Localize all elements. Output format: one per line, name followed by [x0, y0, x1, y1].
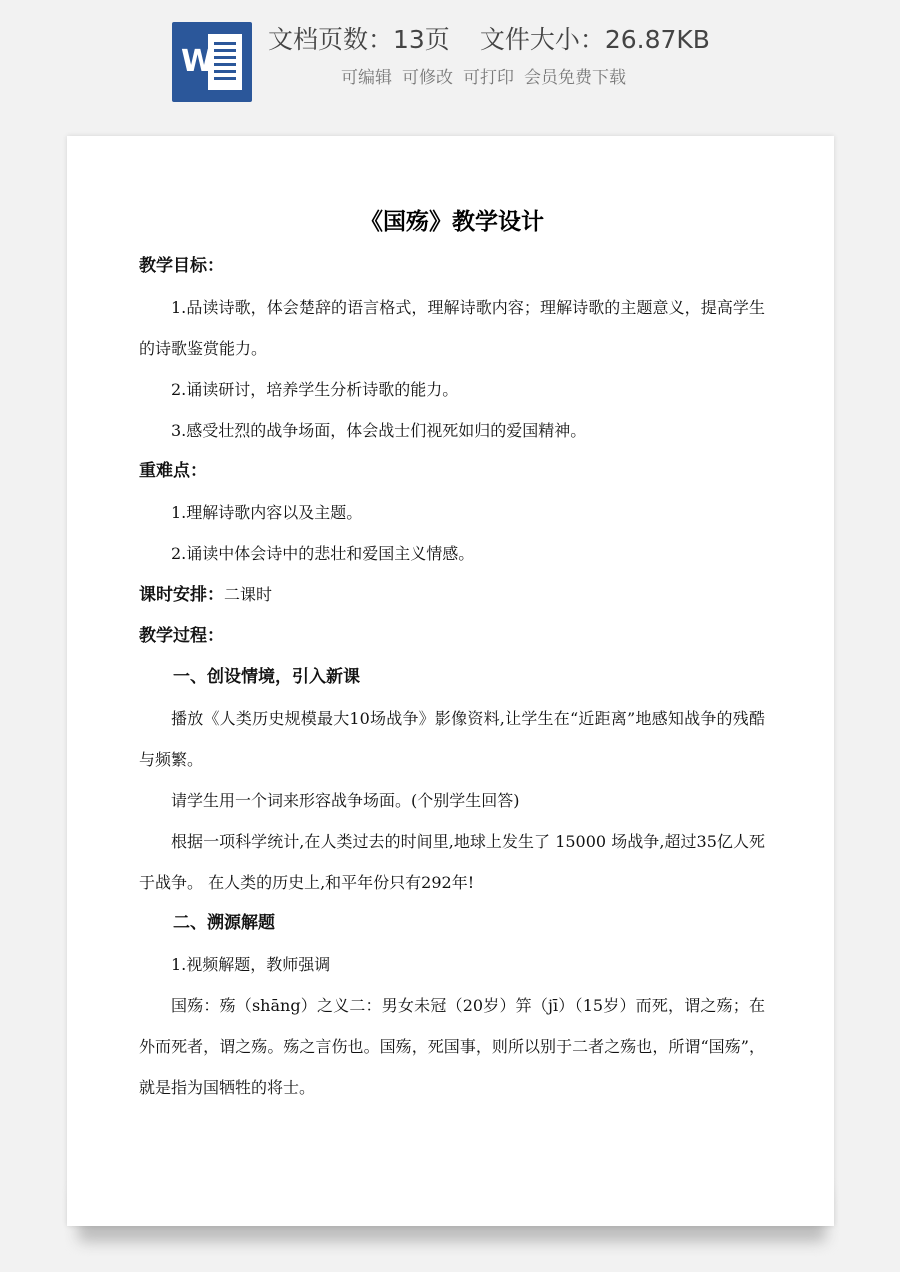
feature-modifiable: 可修改: [402, 68, 453, 88]
process-heading: 教学过程：: [139, 626, 224, 646]
step1-paragraph: 播放《人类历史规模最大10场战争》影像资料,让学生在“近距离”地感知战争的残酷与频繁。: [139, 709, 765, 769]
document-content: [139, 198, 765, 1108]
feature-printable: 可打印: [463, 68, 514, 88]
file-size: 文件大小：26.87KB: [479, 25, 710, 54]
step2-paragraph: 1.视频解题，教师强调: [171, 955, 331, 974]
step2-heading: 二、溯源解题: [173, 913, 275, 933]
goals-heading: 教学目标：: [139, 256, 224, 276]
schedule-line: [139, 574, 765, 616]
schedule-heading: 课时安排：: [139, 585, 224, 605]
feature-editable: 可编辑: [341, 68, 392, 88]
word-document-icon: [172, 22, 252, 102]
key-point-item: 2.诵读中体会诗中的悲壮和爱国主义情感。: [171, 544, 475, 563]
word-w-letter: W: [181, 44, 215, 79]
file-meta: [268, 22, 710, 58]
step1-paragraph: 根据一项科学统计,在人类过去的时间里,地球上发生了 15000 场战争,超过35亿人死于战争。 在人类的历史上,和平年份只有292年!: [139, 832, 765, 892]
feature-free-download: 会员免费下载: [524, 68, 626, 88]
document-title: 《国殇》教学设计: [360, 209, 544, 235]
step1-paragraph: 请学生用一个词来形容战争场面。(个别学生回答): [171, 791, 520, 810]
goal-item: 2.诵读研讨，培养学生分析诗歌的能力。: [171, 380, 459, 399]
key-points-heading: 重难点：: [139, 461, 207, 481]
schedule-value: 二课时: [224, 585, 273, 604]
document-page: [67, 136, 834, 1226]
step1-heading: 一、创设情境，引入新课: [173, 667, 360, 687]
step2-paragraph: 国殇：殇（shāng）之义二：男女未冠（20岁）笄（jī）（15岁）而死，谓之殇；在外而死者，谓之殇。殇之言伤也。国殇，死国事，则所以别于二者之殇也，所谓“国殇”，就是指为国牺牲的将士。: [139, 996, 765, 1097]
page-count: 文档页数：13页: [268, 25, 450, 54]
goal-item: 1.品读诗歌，体会楚辞的语言格式，理解诗歌内容；理解诗歌的主题意义，提高学生的诗歌鉴赏能力。: [139, 298, 765, 358]
feature-list: [341, 64, 636, 92]
goal-item: 3.感受壮烈的战争场面，体会战士们视死如归的爱国精神。: [171, 421, 587, 440]
download-info-header: [0, 0, 900, 120]
key-point-item: 1.理解诗歌内容以及主题。: [171, 503, 363, 522]
